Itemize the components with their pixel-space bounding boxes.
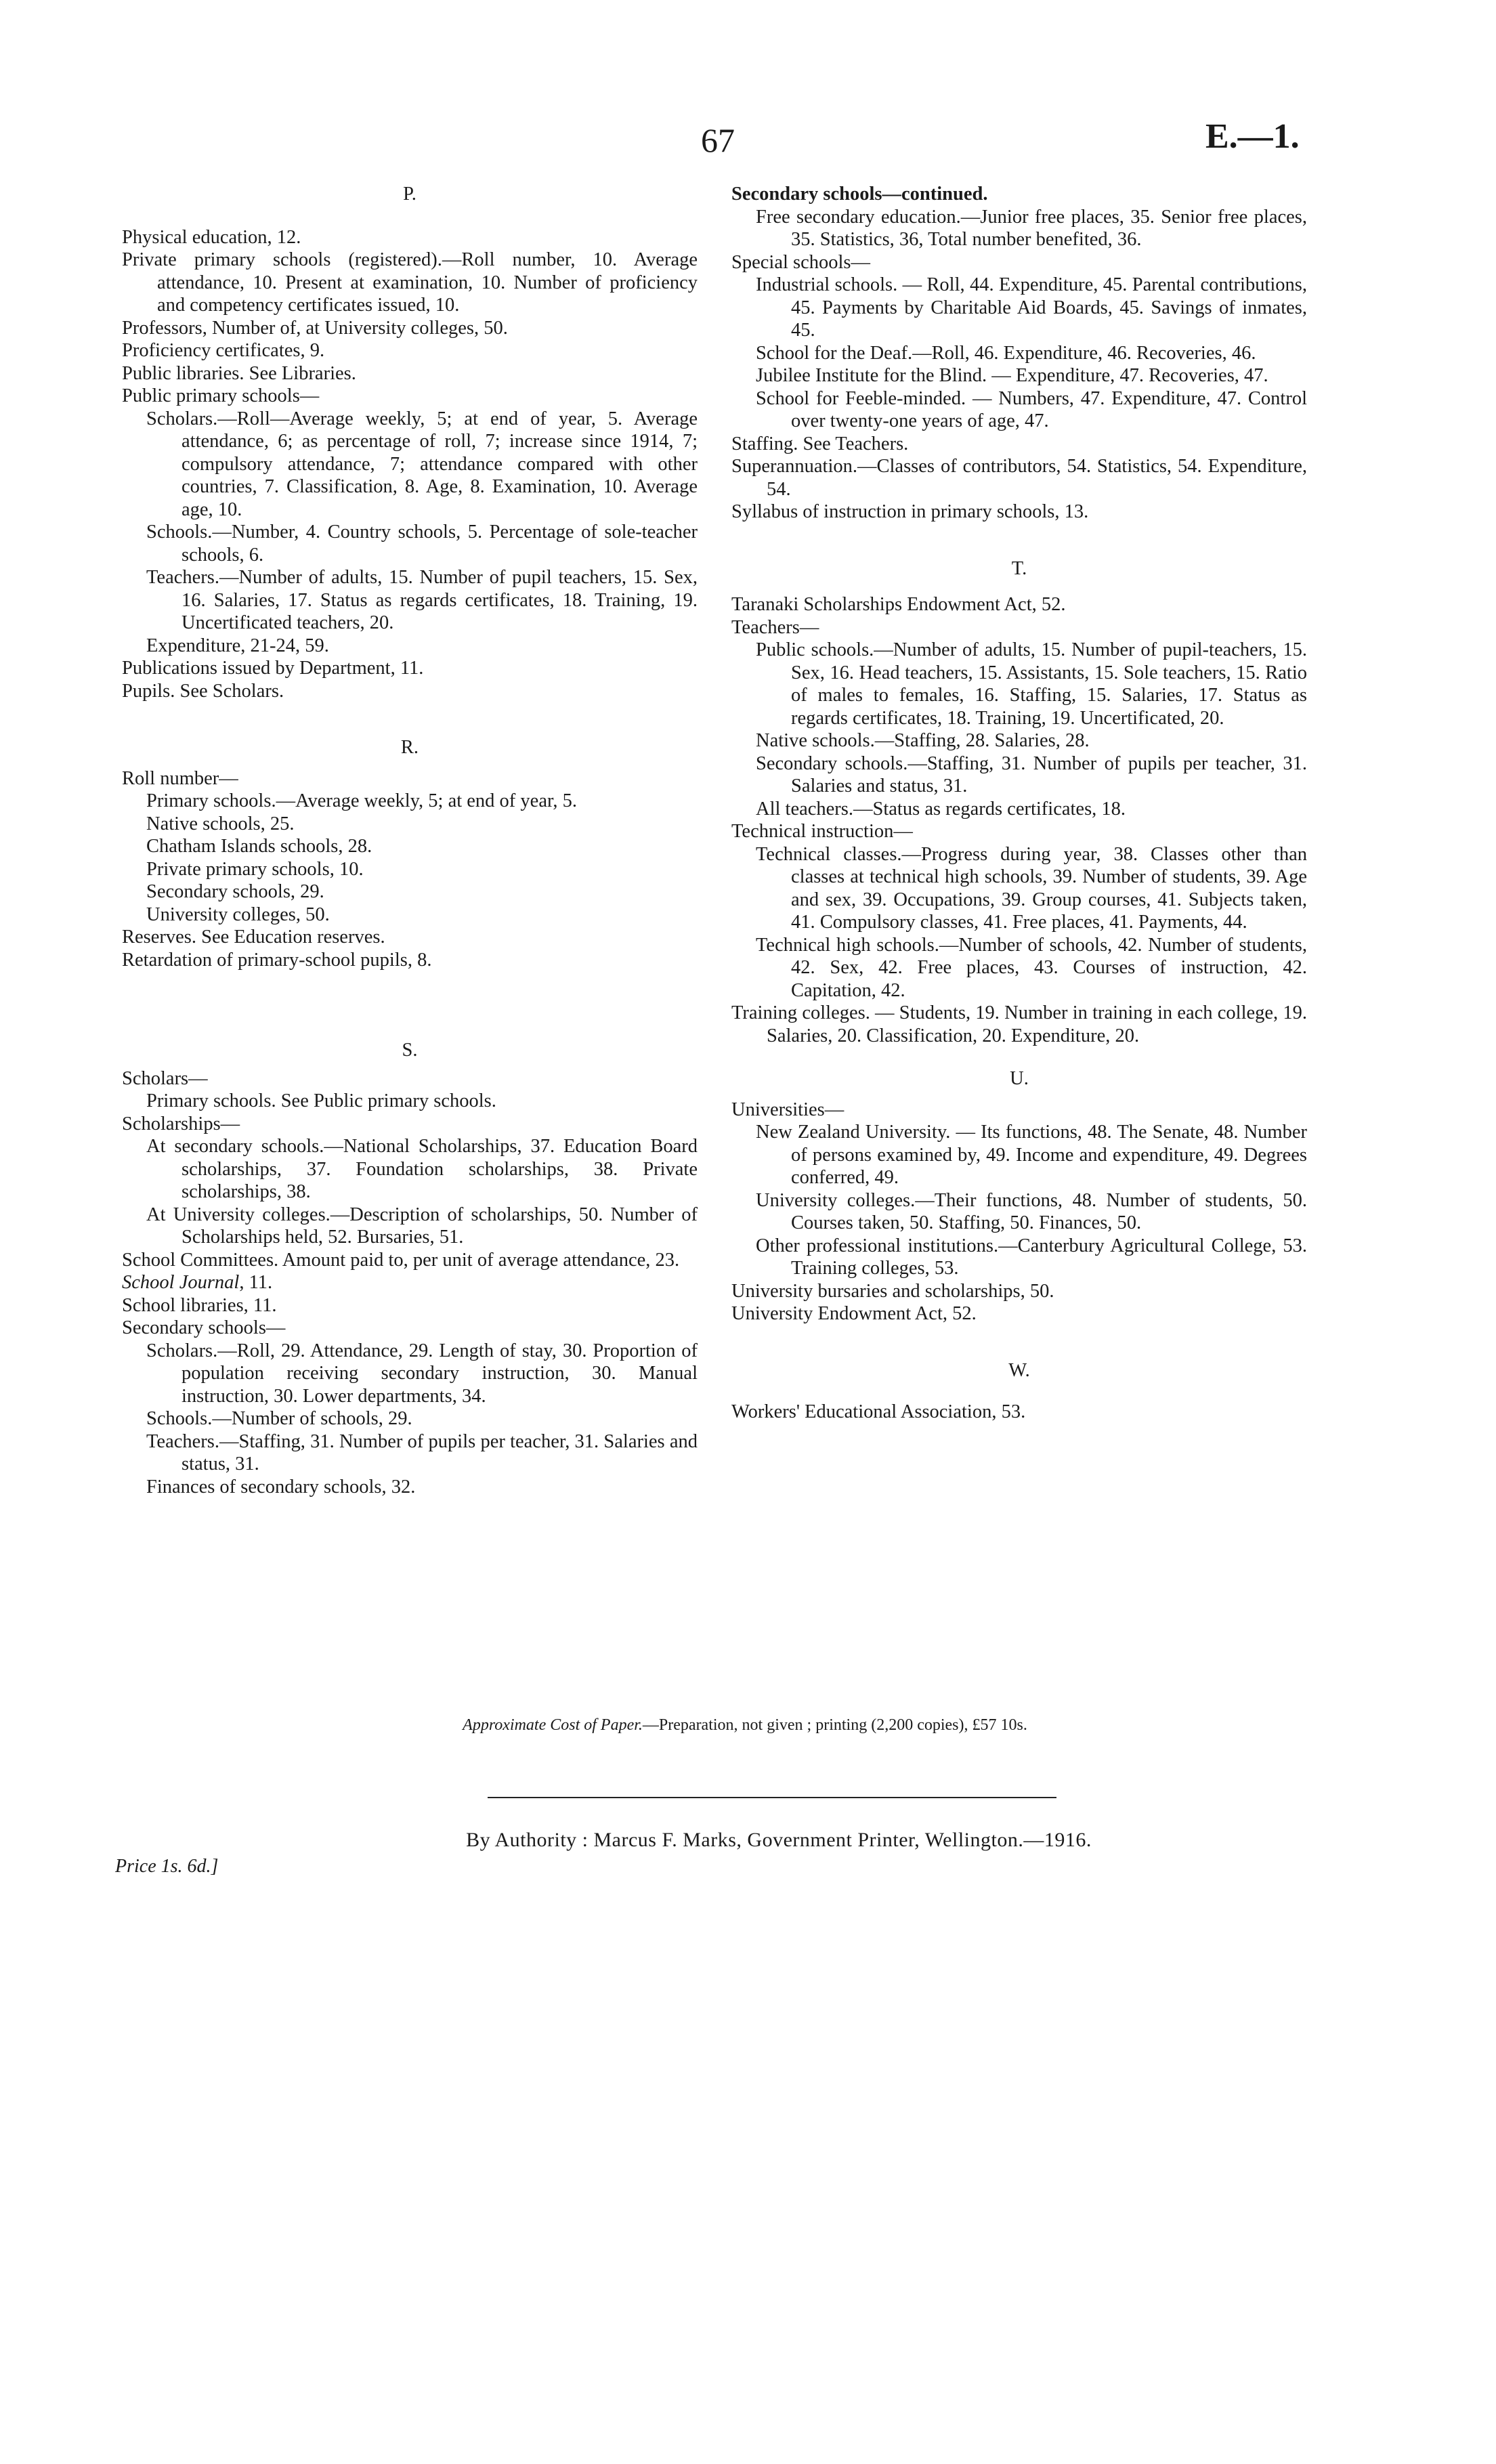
index-subentry: School for the Deaf.—Roll, 46. Expenditure, 46. Recoveries, 46. <box>756 342 1256 364</box>
index-entry: University Endowment Act, 52. <box>731 1303 977 1324</box>
index-subentry: All teachers.—Status as regards certificates, 18. <box>756 798 1126 820</box>
section-letter-heading: W. <box>1008 1359 1030 1381</box>
spacer <box>122 206 698 226</box>
index-subentry: Primary schools. See Public primary schools. <box>146 1090 496 1111</box>
index-entry: Teachers— <box>731 616 819 638</box>
spacer <box>731 1325 1307 1359</box>
index-subentry: Teachers.—Staffing, 31. Number of pupils per teacher, 31. Salaries and status, 31. <box>146 1430 698 1474</box>
index-subentry: Primary schools.—Average weekly, 5; at end of year, 5. <box>146 790 577 811</box>
section-letter-heading: S. <box>402 1040 418 1061</box>
section-letter-heading: U. <box>1010 1068 1029 1089</box>
report-code: E.—1. <box>1205 117 1300 156</box>
index-subentry: Secondary schools.—Staffing, 31. Number of pupils per teacher, 31. Salaries and status, 31. <box>756 752 1307 796</box>
spacer <box>122 759 698 767</box>
index-entry: Physical education, 12. <box>122 226 301 248</box>
cost-text: —Preparation, not given ; printing (2,200 copies), £57 10s. <box>642 1716 1027 1734</box>
printer-imprint: By Authority : Marcus F. Marks, Government Printer, Wellington.—1916. <box>466 1829 1092 1851</box>
spacer <box>731 580 1307 593</box>
index-entry: Training colleges. — Students, 19. Number in training in each college, 19. Salaries, 20. Classification, 20. Expenditure, 20. <box>731 1002 1307 1046</box>
index-subentry: University colleges, 50. <box>146 904 330 925</box>
section-letter-heading: R. <box>400 737 419 758</box>
section-letter-heading: P. <box>403 184 416 205</box>
page-number: 67 <box>701 121 735 159</box>
index-entry: Retardation of primary-school pupils, 8. <box>122 949 432 971</box>
index-subentry: Finances of secondary schools, 32. <box>146 1476 416 1497</box>
spacer <box>731 1090 1307 1099</box>
index-subentry: Scholars.—Roll, 29. Attendance, 29. Length of stay, 30. Proportion of population receiving secondary instruction, 30. Manual instruction, 30. Lower departments, 34. <box>146 1340 698 1407</box>
index-entry: Public libraries. See Libraries. <box>122 362 356 384</box>
section-letter-heading: T. <box>1011 557 1027 579</box>
cost-label: Approximate Cost of Paper. <box>463 1716 643 1734</box>
index-subentry: Jubilee Institute for the Blind. — Expenditure, 47. Recoveries, 47. <box>756 365 1268 386</box>
index-entry: University bursaries and scholarships, 50. <box>731 1280 1054 1302</box>
index-column-right <box>731 183 1307 1424</box>
index-subentry: Secondary schools, 29. <box>146 881 324 902</box>
index-entry: Secondary schools—continued. <box>731 184 988 205</box>
index-entry: Professors, Number of, at University colleges, 50. <box>122 317 508 339</box>
index-subentry: Technical high schools.—Number of schools, 42. Number of students, 42. Sex, 42. Free places, 43. Courses of instruction, 42. Capitation, 42. <box>756 934 1307 1001</box>
index-subentry: University colleges.—Their functions, 48. Number of students, 50. Courses taken, 50. Staffing, 50. Finances, 50. <box>756 1189 1307 1233</box>
index-subentry: Scholars.—Roll—Average weekly, 5; at end of year, 5. Average attendance, 6; as percentage of roll, 7; increase since 1914, 7; compulsory attendance, 7; attendance compared with other countries, 7. Classification, 8. Age, 8. Examination, 10. Average age, 10. <box>146 408 698 520</box>
index-column-left <box>122 183 698 1498</box>
index-subentry: Public schools.—Number of adults, 15. Number of pupil-teachers, 15. Sex, 16. Head teachers, 15. Assistants, 15. Sole teachers, 15. Ratio of males to females, 16. Staffing, 15. Salaries, 17. Status as regards certificates, 18. Training, 19. Uncertificated, 20. <box>756 639 1307 729</box>
spacer <box>731 524 1307 557</box>
spacer <box>122 971 698 1039</box>
index-subentry: Other professional institutions.—Canterbury Agricultural College, 53. Training colleges, 53. <box>756 1235 1307 1279</box>
index-entry: School Committees. Amount paid to, per unit of average attendance, 23. <box>122 1249 680 1271</box>
index-entry: Staffing. See Teachers. <box>731 433 909 454</box>
index-subentry: Expenditure, 21-24, 59. <box>146 635 329 656</box>
italic-title: School Journal <box>122 1272 240 1293</box>
spacer <box>731 1382 1307 1401</box>
index-subentry: Native schools.—Staffing, 28. Salaries, 28. <box>756 730 1090 751</box>
index-entry: School Journal, 11. <box>122 1272 273 1293</box>
index-entry: Reserves. See Education reserves. <box>122 927 385 948</box>
index-subentry: School for Feeble-minded. — Numbers, 47. Expenditure, 47. Control over twenty-one years of age, 47. <box>756 387 1307 431</box>
index-entry: Taranaki Scholarships Endowment Act, 52. <box>731 594 1066 615</box>
index-entry: Workers' Educational Association, 53. <box>731 1401 1026 1422</box>
index-entry: Public primary schools— <box>122 385 320 406</box>
index-entry: Proficiency certificates, 9. <box>122 340 325 361</box>
index-entry: School libraries, 11. <box>122 1294 277 1316</box>
index-entry: Universities— <box>731 1099 845 1120</box>
index-entry: Scholarships— <box>122 1113 240 1134</box>
index-entry: Technical instruction— <box>731 821 913 842</box>
index-subentry: At secondary schools.—National Scholarships, 37. Education Board scholarships, 37. Foundation scholarships, 38. Private scholarships, 38. <box>146 1136 698 1202</box>
index-subentry: Industrial schools. — Roll, 44. Expenditure, 45. Parental contributions, 45. Payments by Charitable Aid Boards, 45. Savings of inmates, 45. <box>756 274 1307 341</box>
index-entry: Private primary schools (registered).—Roll number, 10. Average attendance, 10. Present at examination, 10. Number of proficiency and competency certificates issued, 10. <box>122 249 698 316</box>
index-entry: Roll number— <box>122 767 238 789</box>
index-subentry: Teachers.—Number of adults, 15. Number of pupil teachers, 15. Sex, 16. Salaries, 17. Status as regards certificates, 18. Training, 19. Uncertificated teachers, 20. <box>146 567 698 633</box>
index-entry: Superannuation.—Classes of contributors, 54. Statistics, 54. Expenditure, 54. <box>731 456 1307 500</box>
index-subentry: At University colleges.—Description of scholarships, 50. Number of Scholarships held, 52. Bursaries, 51. <box>146 1204 698 1248</box>
index-subentry: Schools.—Number of schools, 29. <box>146 1408 412 1429</box>
index-subentry: Chatham Islands schools, 28. <box>146 836 372 857</box>
cost-footnote <box>203 1716 1287 1735</box>
spacer <box>122 1062 698 1067</box>
index-entry: Pupils. See Scholars. <box>122 680 284 702</box>
index-entry: Publications issued by Department, 11. <box>122 658 424 679</box>
footer-rule <box>488 1797 1056 1798</box>
index-subentry: New Zealand University. — Its functions, 48. The Senate, 48. Number of persons examined by, 49. Income and expenditure, 49. Degrees conferred, 49. <box>756 1122 1307 1188</box>
index-subentry: Free secondary education.—Junior free places, 35. Senior free places, 35. Statistics, 36, Total number benefited, 36. <box>756 206 1307 250</box>
index-subentry: Technical classes.—Progress during year, 38. Classes other than classes at technical high schools, 39. Number of students, 39. Age and sex, 39. Occupations, 39. Group courses, 41. Subjects taken, 41. Compulsory classes, 41. Free places, 41. Payments, 44. <box>756 843 1307 933</box>
price-note: Price 1s. 6d.] <box>115 1856 219 1877</box>
index-entry: Scholars— <box>122 1067 208 1089</box>
spacer <box>122 702 698 736</box>
index-subentry: Schools.—Number, 4. Country schools, 5. Percentage of sole-teacher schools, 6. <box>146 522 698 566</box>
index-entry: Syllabus of instruction in primary schools, 13. <box>731 501 1089 522</box>
index-entry: Special schools— <box>731 251 871 273</box>
index-subentry: Native schools, 25. <box>146 813 295 834</box>
index-entry: Secondary schools— <box>122 1317 286 1338</box>
index-subentry: Private primary schools, 10. <box>146 858 364 880</box>
spacer <box>731 1047 1307 1067</box>
